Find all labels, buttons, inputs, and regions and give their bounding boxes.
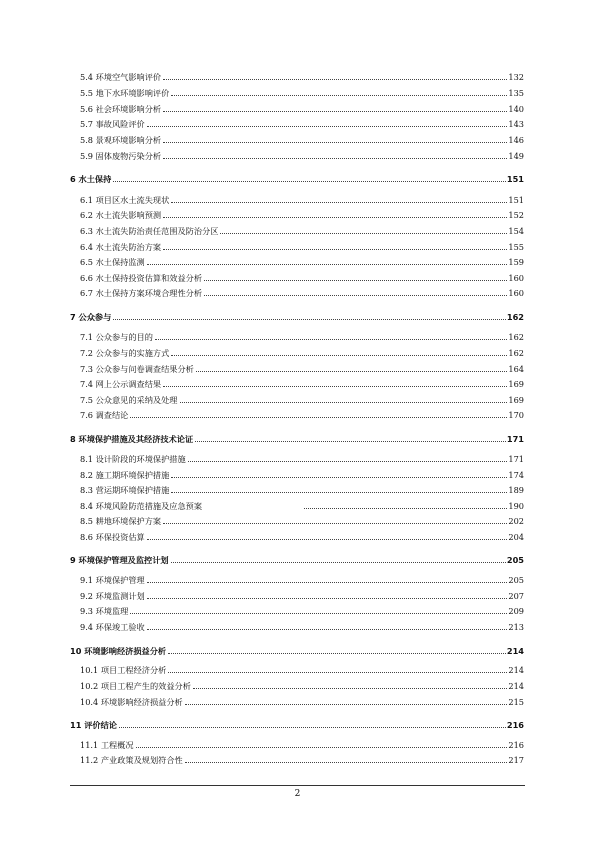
toc-page-number: 169 bbox=[508, 379, 524, 389]
toc-entry-title: 9.4 环保竣工验收 bbox=[80, 622, 145, 632]
toc-leader-dots bbox=[185, 704, 508, 705]
toc-page-number: 159 bbox=[508, 257, 524, 267]
toc-page-number: 207 bbox=[508, 591, 524, 601]
toc-leader-dots bbox=[163, 158, 507, 159]
toc-section-entry[interactable] bbox=[0, 620, 595, 632]
toc-section-entry[interactable] bbox=[0, 362, 595, 374]
toc-entry-title: 6.2 水土流失影响预测 bbox=[80, 210, 162, 220]
toc-chapter-entry[interactable] bbox=[0, 432, 595, 444]
toc-section-entry[interactable] bbox=[0, 240, 595, 252]
toc-leader-dots bbox=[163, 142, 507, 143]
toc-entry-title: 9 环境保护管理及监控计划 bbox=[70, 555, 169, 565]
toc-leader-dots bbox=[163, 111, 507, 112]
toc-page-number: 214 bbox=[506, 646, 524, 656]
footer-divider bbox=[70, 785, 525, 786]
toc-page-number: 146 bbox=[508, 135, 524, 145]
toc-page-number: 170 bbox=[508, 410, 524, 420]
toc-section-entry[interactable] bbox=[0, 663, 595, 675]
toc-entry-title: 10.1 项目工程经济分析 bbox=[80, 665, 167, 675]
toc-section-entry[interactable] bbox=[0, 483, 595, 495]
toc-section-entry[interactable] bbox=[0, 102, 595, 114]
toc-leader-dots bbox=[147, 539, 508, 540]
toc-section-entry[interactable] bbox=[0, 286, 595, 298]
toc-entry-title: 7.1 公众参与的目的 bbox=[80, 332, 153, 342]
toc-entry-title: 8 环境保护措施及其经济技术论证 bbox=[70, 434, 194, 444]
toc-section-entry[interactable] bbox=[0, 468, 595, 480]
toc-section-entry[interactable] bbox=[0, 695, 595, 707]
toc-leader-dots bbox=[147, 126, 508, 127]
toc-entry-title: 8.2 施工期环境保护措施 bbox=[80, 470, 170, 480]
toc-section-entry[interactable] bbox=[0, 393, 595, 405]
toc-section-entry[interactable] bbox=[0, 604, 595, 616]
toc-page-number: 152 bbox=[508, 210, 524, 220]
toc-leader-dots bbox=[130, 417, 507, 418]
toc-entry-title: 5.5 地下水环境影响评价 bbox=[80, 88, 170, 98]
toc-entry-title: 6.4 水土流失防治方案 bbox=[80, 242, 162, 252]
toc-entry-title: 10 环境影响经济损益分析 bbox=[70, 646, 167, 656]
toc-section-entry[interactable] bbox=[0, 499, 595, 511]
toc-entry-title: 8.4 环境风险防范措施及应急预案 bbox=[80, 501, 203, 511]
toc-leader-dots bbox=[220, 233, 507, 234]
toc-section-entry[interactable] bbox=[0, 117, 595, 129]
toc-page-number: 189 bbox=[508, 485, 524, 495]
toc-page-number: 202 bbox=[508, 516, 524, 526]
toc-leader-dots bbox=[180, 402, 508, 403]
toc-entry-title: 7.2 公众参与的实施方式 bbox=[80, 348, 170, 358]
toc-page-number: 174 bbox=[508, 470, 524, 480]
toc-page-number: 160 bbox=[508, 288, 524, 298]
toc-page-number: 149 bbox=[508, 151, 524, 161]
toc-leader-dots bbox=[130, 613, 507, 614]
toc-section-entry[interactable] bbox=[0, 589, 595, 601]
toc-entry-title: 6.3 水土流失防治责任范围及防治分区 bbox=[80, 226, 219, 236]
toc-leader-dots bbox=[168, 672, 507, 673]
toc-entry-title: 9.2 环境监测计划 bbox=[80, 591, 145, 601]
toc-section-entry[interactable] bbox=[0, 330, 595, 342]
page-number: 2 bbox=[294, 789, 301, 799]
toc-section-entry[interactable] bbox=[0, 377, 595, 389]
toc-chapter-entry[interactable] bbox=[0, 310, 595, 322]
toc-leader-dots bbox=[119, 727, 506, 728]
toc-page-number: 171 bbox=[506, 434, 524, 444]
toc-entry-title: 6.5 水土保持监测 bbox=[80, 257, 145, 267]
toc-entry-title: 9.1 环境保护管理 bbox=[80, 575, 145, 585]
toc-chapter-entry[interactable] bbox=[0, 718, 595, 730]
toc-entry-title: 8.5 耕地环境保护方案 bbox=[80, 516, 162, 526]
toc-chapter-entry[interactable] bbox=[0, 172, 595, 184]
toc-leader-dots bbox=[193, 688, 507, 689]
toc-leader-dots bbox=[163, 386, 507, 387]
toc-page-number: 135 bbox=[508, 88, 524, 98]
toc-page-number: 162 bbox=[508, 332, 524, 342]
toc-page-number: 215 bbox=[508, 697, 524, 707]
toc-section-entry[interactable] bbox=[0, 346, 595, 358]
toc-entry-title: 8.6 环保投资估算 bbox=[80, 532, 145, 542]
toc-leader-dots bbox=[188, 461, 508, 462]
toc-leader-dots bbox=[113, 319, 506, 320]
toc-page-number: 216 bbox=[508, 740, 524, 750]
toc-page-number: 216 bbox=[506, 720, 524, 730]
toc-section-entry[interactable] bbox=[0, 133, 595, 145]
toc-entry-title: 7.3 公众参与问卷调查结果分析 bbox=[80, 364, 194, 374]
toc-section-entry[interactable] bbox=[0, 149, 595, 161]
toc-page-number: 164 bbox=[508, 364, 524, 374]
toc-leader-dots bbox=[147, 582, 508, 583]
toc-page-number: 204 bbox=[508, 532, 524, 542]
toc-section-entry[interactable] bbox=[0, 208, 595, 220]
toc-entry-title: 5.6 社会环境影响分析 bbox=[80, 104, 162, 114]
toc-leader-dots bbox=[168, 653, 506, 654]
toc-section-entry[interactable] bbox=[0, 679, 595, 691]
toc-entry-title: 6.1 项目区水土流失现状 bbox=[80, 195, 170, 205]
toc-leader-dots bbox=[195, 441, 506, 442]
toc-entry-title: 11 评价结论 bbox=[70, 720, 117, 730]
toc-page-number: 132 bbox=[508, 72, 524, 82]
toc-page-number: 155 bbox=[508, 242, 524, 252]
toc-leader-dots bbox=[171, 202, 507, 203]
toc-leader-dots bbox=[163, 217, 507, 218]
toc-page-number: 214 bbox=[508, 681, 524, 691]
toc-section-entry[interactable] bbox=[0, 530, 595, 542]
toc-entry-title: 7 公众参与 bbox=[70, 312, 112, 322]
toc-entry-title: 5.7 事故风险评价 bbox=[80, 119, 145, 129]
toc-entry-title: 6 水土保持 bbox=[70, 174, 112, 184]
toc-page-number: 151 bbox=[508, 195, 524, 205]
toc-page-number: 162 bbox=[508, 348, 524, 358]
toc-page-number: 154 bbox=[508, 226, 524, 236]
toc-leader-dots bbox=[171, 95, 507, 96]
toc-page-number: 169 bbox=[508, 395, 524, 405]
toc-entry-title: 6.6 水土保持投资估算和效益分析 bbox=[80, 273, 203, 283]
toc-leader-dots bbox=[155, 339, 507, 340]
toc-page-number: 205 bbox=[508, 575, 524, 585]
toc-chapter-entry[interactable] bbox=[0, 553, 595, 565]
toc-page-number: 143 bbox=[508, 119, 524, 129]
toc-entry-title: 7.5 公众意见的采纳及处理 bbox=[80, 395, 178, 405]
toc-page-number: 162 bbox=[506, 312, 524, 322]
toc-page-number: 140 bbox=[508, 104, 524, 114]
toc-section-entry[interactable] bbox=[0, 86, 595, 98]
toc-section-entry[interactable] bbox=[0, 452, 595, 464]
toc-entry-title: 5.4 环境空气影响评价 bbox=[80, 72, 162, 82]
toc-page-number: 151 bbox=[506, 174, 524, 184]
toc-leader-dots bbox=[185, 762, 508, 763]
toc-entry-title: 5.8 景观环境影响分析 bbox=[80, 135, 162, 145]
toc-page-number: 160 bbox=[508, 273, 524, 283]
toc-entry-title: 5.9 固体废物污染分析 bbox=[80, 151, 162, 161]
toc-section-entry[interactable] bbox=[0, 408, 595, 420]
toc-section-entry[interactable] bbox=[0, 271, 595, 283]
toc-section-entry[interactable] bbox=[0, 753, 595, 765]
toc-section-entry[interactable] bbox=[0, 224, 595, 236]
toc-leader-dots bbox=[147, 264, 508, 265]
toc-leader-dots bbox=[171, 492, 507, 493]
toc-leader-dots bbox=[163, 79, 507, 80]
toc-leader-dots bbox=[163, 249, 507, 250]
toc-leader-dots bbox=[113, 181, 506, 182]
toc-page-number: 190 bbox=[508, 501, 524, 511]
toc-section-entry[interactable] bbox=[0, 255, 595, 267]
toc-leader-dots bbox=[196, 371, 507, 372]
toc-leader-dots bbox=[304, 508, 507, 509]
toc-leader-dots bbox=[204, 280, 507, 281]
toc-chapter-entry[interactable] bbox=[0, 644, 595, 656]
toc-entry-title: 9.3 环境监理 bbox=[80, 606, 129, 616]
toc-leader-dots bbox=[204, 295, 507, 296]
toc-entry-title: 10.2 项目工程产生的效益分析 bbox=[80, 681, 191, 691]
toc-page-number: 213 bbox=[508, 622, 524, 632]
toc-entry-title: 7.4 网上公示调查结果 bbox=[80, 379, 162, 389]
toc-page-number: 171 bbox=[508, 454, 524, 464]
toc-page-number: 209 bbox=[508, 606, 524, 616]
toc-entry-title: 11.2 产业政策及规划符合性 bbox=[80, 755, 183, 765]
toc-page-number: 217 bbox=[508, 755, 524, 765]
toc-leader-dots bbox=[171, 355, 507, 356]
toc-entry-title: 10.4 环境影响经济损益分析 bbox=[80, 697, 183, 707]
toc-section-entry[interactable] bbox=[0, 738, 595, 750]
toc-section-entry[interactable] bbox=[0, 514, 595, 526]
toc-leader-dots bbox=[171, 562, 506, 563]
toc-leader-dots bbox=[147, 598, 508, 599]
toc-section-entry[interactable] bbox=[0, 70, 595, 82]
toc-entry-title: 11.1 工程概况 bbox=[80, 740, 134, 750]
toc-entry-title: 8.1 设计阶段的环境保护措施 bbox=[80, 454, 186, 464]
toc-leader-dots bbox=[171, 477, 507, 478]
toc-page-number: 205 bbox=[506, 555, 524, 565]
toc-leader-dots bbox=[136, 747, 508, 748]
toc-entry-title: 6.7 水土保持方案环境合理性分析 bbox=[80, 288, 203, 298]
toc-section-entry[interactable] bbox=[0, 573, 595, 585]
toc-page-number: 214 bbox=[508, 665, 524, 675]
toc-section-entry[interactable] bbox=[0, 193, 595, 205]
toc-leader-dots bbox=[163, 523, 507, 524]
toc-leader-dots bbox=[147, 629, 508, 630]
toc-entry-title: 7.6 调查结论 bbox=[80, 410, 129, 420]
toc-entry-title: 8.3 营运期环境保护措施 bbox=[80, 485, 170, 495]
